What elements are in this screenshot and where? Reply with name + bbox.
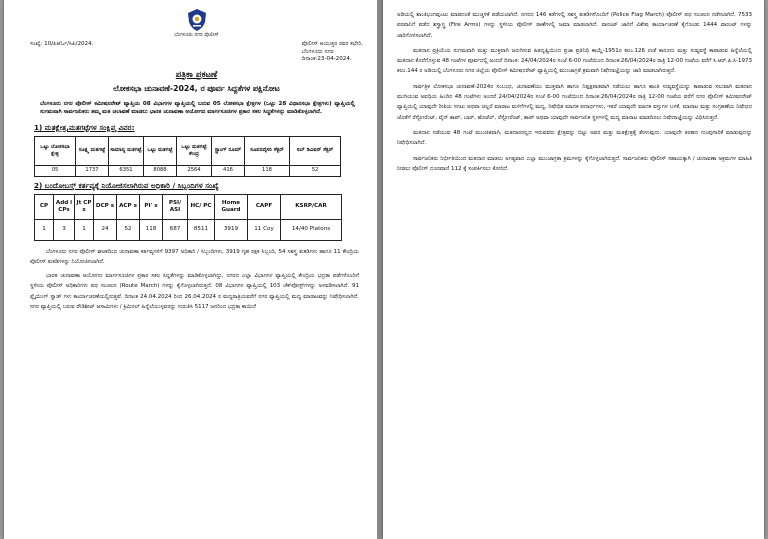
- table-header-cell: CP: [35, 194, 54, 219]
- table-cell: 2564: [177, 165, 212, 176]
- body-paragraph: ಅಡಿಯಲ್ಲಿ ಶಾಂತಿಭಂಗವುಂಟು ಮಾಡದಂತೆ ಮುಚ್ಚಳಿಕೆ ಪಡೆಯಲಾಗಿದೆ. ನಗರದ 146 ಕಡೆಗಳಲ್ಲಿ ಸಶಸ್ತ್ರ ತುಕಡಿಗಳೊಂದಿಗೆ (Police Flag March) ಪೊಲೀಸ್ ಪಥ ಸಂಚಲನ ನಡೆಸಲಾಗಿದೆ. 7533 ಪರವಾನಿಗೆ ಪಡೆದ ಶಸ್ತ್ರಾಸ್ತ್ರ (Fire Arms) ಗಳನ್ನು ಸ್ಥಳೀಯ ಪೊಲೀಸ್ ಠಾಣೆಗಳಲ್ಲಿ ಜಮಾ ಮಾಡಲಾಗಿದೆ. ವಾರಂಟ್ ಜಾರಿಗೆ ವಿಶೇಷ ಕಾರ್ಯಾಚರಣೆ ಕೈಗೊಂಡು 1444 ವಾರಂಟ್ ಗಳನ್ನು ಜಾರಿಗೊಳಿಸಲಾಗಿದೆ.: [397, 12, 752, 39]
- table-cell: 1737: [76, 165, 109, 176]
- table-header-cell: PSI/ ASI: [163, 194, 188, 219]
- issuer-block: [302, 41, 363, 64]
- table-cell: 8511: [188, 219, 215, 240]
- table-cell: 24: [94, 219, 117, 240]
- table-cell: 8088: [144, 165, 177, 176]
- body-paragraph: ಬೆಂಗಳೂರು ನಗರ ಪೊಲೀಸ್ ಘಟಕದಿಂದ ಚುನಾವಣಾ ಕರ್ತವ್ಯಗಳಿಗೆ 9397 ಅಧಿಕಾರಿ / ಸಿಬ್ಬಂದಿಗಳು, 3919 ಗೃಹ ರಕ್ಷಕ ಸಿಬ್ಬಂದಿ, 54 ಸಶಸ್ತ್ರ ತುಕಡಿಗಳು ಹಾಗೂ 11 ಕೇಂದ್ರಿಯ ಪೊಲೀಸ್ ತುಕಡಿಗಳನ್ನು ನಿಯೋಜಿಸಲಾಗಿದೆ.: [30, 248, 359, 265]
- table-cell: 118: [140, 219, 163, 240]
- letter-date: ದಿನಾಂಕ:23-04-2024.: [301, 56, 352, 62]
- page-title: ಪತ್ರಿಕಾ ಪ್ರಕಟಣೆ: [175, 69, 218, 80]
- table-header-cell: ಒಟ್ಟು ಮತಗಟ್ಟೆ ಕೇಂದ್ರ: [177, 136, 212, 165]
- table-cell: 3919: [215, 219, 248, 240]
- table-cell: 6351: [109, 165, 144, 176]
- page-subtitle: ಲೋಕಸಭಾ ಚುನಾವಣೆ-2024, ರ ಪೂರ್ವ ಸಿದ್ದತೆಗಳ ಪಕ್ಷಿನೋಟ: [113, 83, 280, 93]
- table-cell: 11 Coy: [248, 219, 281, 240]
- table-header-cell: PI' s: [140, 194, 163, 219]
- table-cell: 1: [35, 219, 54, 240]
- reference-number: ಸಂಖ್ಯೆ: 10/ಪಿಆರ್ಓ/ಸಿಪಿ/2024.: [30, 41, 94, 47]
- table-row: [35, 165, 341, 176]
- table-header-cell: ಸೂಪರವೈಸರಿ ಸೆಕ್ಟರ್: [245, 136, 290, 165]
- issuer-line-1: ಪೊಲೀಸ್ ಆಯುಕ್ತರ ರವರ ಕಛೇರಿ,: [301, 41, 363, 47]
- table-cell: 687: [163, 219, 188, 240]
- table-header-cell: Jt CP s: [75, 194, 94, 219]
- table-cell: 52: [290, 165, 341, 176]
- table-header-row: [35, 194, 342, 219]
- issuer-line-2: ಬೆಂಗಳೂರು ನಗರ: [301, 48, 334, 55]
- table-header-cell: ಸ್ಟ್ರಾಂಗ್ ರೂಮ್: [212, 136, 245, 165]
- table-row: [35, 219, 342, 240]
- section-1-heading: 1) ಮತಕ್ಷೇತ್ರ,ಮತಗಟ್ಟೆಗಳ ಸಂಕ್ಷಿಪ್ತ ವಿವರ:: [34, 122, 135, 132]
- document-page-right: [383, 0, 764, 539]
- table-header-cell: ಸೂಕ್ಷ್ಮ ಮತಗಟ್ಟೆ: [76, 136, 109, 165]
- body-paragraph: ಭಾರತ ಚುನಾವಣಾ ಆಯೋಗದ ಮಾರ್ಗಸೂಚಿಗಳ ಪ್ರಕಾರ ಸಕಲ ಸಿದ್ದತೆಗಳನ್ನು ಮಾಡಿಕೊಳ್ಳಲಾಗಿದ್ದು, ನಗರದ ಎಲ್ಲಾ ವಿಭಾಗಗಳ ವ್ಯಾಪ್ತಿಯಲ್ಲಿ ಕೇಂದ್ರಿಯ ಭದ್ರತಾ ಪಡೆಗಳೊಂದಿಗೆ ಸ್ಥಳೀಯ ಪೊಲೀಸ್ ಅಧಿಕಾರಿಗಳು ಪಥ ಸಂಚಲನ (Route March) ಗಳನ್ನು ಕೈಗೊಳ್ಳಲಾಗಿರುತ್ತದೆ. 08 ವಿಭಾಗಗಳ ವ್ಯಾಪ್ತಿಯಲ್ಲಿ 103 ಚೆಕ್‌ಪೋಸ್ಟ್‌ಗಳನ್ನು ಅಳವಡಿಸಲಾಗಿದೆ. 91 ಫ್ಲೈಯಿಂಗ್ ಸ್ವಾಡ್ ಗಳು ಕಾರ್ಯಾಚರಣೆಯಲ್ಲಿರುತ್ತವೆ. ದಿನಾಂಕ 24.04.2024 ರಿಂದ 26.04.2024 ರ ಮಧ್ಯರಾತ್ರಿಯವರೆಗೆ ನಗರ ವ್ಯಾಪ್ತಿಯಲ್ಲಿ ಮದ್ಯ ಮಾರಾಟವನ್ನು ನಿಷೇಧಿಸಲಾಗಿದೆ. ನಗರ ವ್ಯಾಪ್ತಿಯಲ್ಲಿ ಬರುವ ರೌಡಿಶೀಟ್ ಆಸಾಮಿಗಳು / ಕ್ರಿಮಿನಲ್ ಹಿನ್ನೆಲೆಯುಳ್ಳವರನ್ನು ಗುರುತಿಸಿ 5117 ಜನರಿಂದ ಭದ್ರತಾ ಕಾಯಿದೆ: [30, 273, 359, 310]
- body-paragraph: ಸಾರ್ವಜನಿಕರು ನಿರ್ಭೀತಿಯಿಂದ ಮತದಾನ ಮಾಡಲು ಅಗತ್ಯವಾದ ಎಲ್ಲಾ ಮುಂಜಾಗ್ರತಾ ಕ್ರಮಗಳನ್ನು ಕೈಗೊಳ್ಳಲಾಗಿರುತ್ತದೆ. ಸಾರ್ವಜನಿಕರು ಪೊಲೀಸ್ ಸಹಾಯಕ್ಕಾಗಿ / ಚುನಾವಣಾ ಅಕ್ರಮಗಳ ಮಾಹಿತಿ ನೀಡಲು ಪೊಲೀಸ್ ದೂರವಾಣಿ 112 ಕ್ಕೆ ಸಂಪರ್ಕಿಸಲು ಕೋರಿದೆ.: [397, 155, 752, 172]
- table-header-cell: CAPF: [248, 194, 281, 219]
- document-page-left: [4, 0, 377, 539]
- deployment-table: [34, 194, 342, 241]
- table-header-cell: Add l CPs: [54, 194, 75, 219]
- table-cell: 05: [35, 165, 76, 176]
- office-name: ಬೆಂಗಳೂರು ನಗರ ಪೊಲೀಸ್: [174, 32, 219, 38]
- table-cell: 1: [75, 219, 94, 240]
- constituency-summary-table: [34, 136, 341, 177]
- body-paragraph: ಸಾರ್ವತ್ರಿಕ ಲೋಕಸಭಾ ಚುನಾವಣೆ-2024ರ ಸಂಬಂಧ, ಚುನಾವಣೆಯು ಮುಕ್ತವಾಗಿ ಹಾಗೂ ನಿಷ್ಪಕ್ಷಪಾತವಾಗಿ ನಡೆಯಲು ಹಾಗೂ ಶಾಂತಿ ಸುವ್ಯವಸ್ಥೆಯನ್ನು ಕಾಪಾಡುವ ಸಲುವಾಗಿ ಮತದಾನ ಮುಗಿಯುವ ಅವಧಿಯ ಹಿಂದಿನ 48 ಗಂಟೆಗಳು ಅಂದರೆ 24/04/2024ರ ಸಂಜೆ 6-00 ಗಂಟೆಯಿಂದ ದಿನಾಂಕ:26/04/2024ರ ರಾತ್ರಿ 12-00 ಗಂಟೆಯ ವರೆಗೆ ನಗರ ಪೊಲೀಸ್ ಕಮೀಷನರೇಟ್ ವ್ಯಾಪ್ತಿಯಲ್ಲಿ ಯಾವುದೇ ರೀತಿಯ ಸಗಟು ಅಥವಾ ಚಿಲ್ಲರೆ ಮಾರಾಟ ಮಳಿಗೆಗಳಲ್ಲಿ ಮದ್ಯ, ನಿಷೇಧಿತ ಮಾದಕ ಪದಾರ್ಥಗಳು, ಇತರೆ ಯಾವುದೇ ಮಾದಕ ವಸ್ತುಗಳ ಬಳಕೆ, ಮಾರಾಟ ಮತ್ತು ಸಂಗ್ರಹಣೆಯ ನಿಷೇಧದ ಜೊತೆಗೆ ರೆಸ್ಟೋರೆಂಟ್, ವೈನ್ ಶಾಪ್, ಬಾರ್, ಹೊಟೆಲ್, ರೆಸ್ಟೋರೆಂಟ್, ಶಾಪ್ ಅಥವಾ ಯಾವುದೇ ಸಾರ್ವಜನಿಕ ಸ್ಥಳಗಳಲ್ಲಿ ಮದ್ಯ ಮಾರಾಟ ಮಾಡದಿರಲು ನಿಷೇದಾಜ್ಞೆಯನ್ನು ವಿಧಿಸಿರುತ್ತದೆ.: [397, 83, 752, 121]
- table-cell: 118: [245, 165, 290, 176]
- table-header-cell: ACP s: [117, 194, 140, 219]
- section-2-heading: 2) ಬಂದೋಬಸ್ತ್ ಕರ್ತವ್ಯಕ್ಕೆ ನಿಯೋಜಿಸಲಾಗಿರುವ ಅಧಿಕಾರಿ / ಸಿಬ್ಬಂದಿಗಳ ಸಂಖ್ಯೆ: [34, 180, 219, 190]
- intro-paragraph: ಬೆಂಗಳೂರು ನಗರ ಪೊಲೀಸ್ ಕಮೀಷನರೇಟ್ ವ್ಯಾಪ್ತಿಯ 08 ವಿಭಾಗಗಳ ವ್ಯಾಪ್ತಿಯಲ್ಲಿ ಬರುವ 05 ಲೋಕಸಭಾ ಕ್ಷೇತ್ರಗಳ (ಒಟ್ಟು 28 ವಿಧಾನಸಭಾ ಕ್ಷೇತ್ರಗಳು) ವ್ಯಾಪ್ತಿಯಲ್ಲಿ ಸುಗಮವಾಗಿ ಸಾರ್ವಜನಿಕರು ತಮ್ಮ ಮತ ಚಲಾವಣೆ ಮಾಡಲು ಭಾರತ ಚುನಾವಣಾ ಆಯೋಗದ ಮಾರ್ಗಸೂಚಿಗಳ ಪ್ರಕಾರ ಸಕಲ ಸಿದ್ಧತೆಗಳನ್ನು ಮಾಡಿಕೊಳ್ಳಲಾಗಿದೆ.: [40, 100, 355, 116]
- body-paragraph: ಮತದಾನ ನಡೆಯುವ 48 ಗಂಟೆ ಮುಂಚಿತವಾಗಿ, ಮತದಾರರಲ್ಲದ ಇರುವವರು ಕ್ಷೇತ್ರವನ್ನು ಬಿಟ್ಟು ಅವರ ಮತ್ತು ಮತಕ್ಷೇತ್ರಕ್ಕೆ ತೆರಳುವುದು. ಯಾವುದೇ ತರಹದ ಗುಂಪುಗಾರಿಕೆ ಮಾಡುವುದನ್ನು ನಿಷೇಧಿಸಲಾಗಿದೆ.: [397, 129, 752, 147]
- table-cell: 416: [212, 165, 245, 176]
- table-header-cell: DCP s: [94, 194, 117, 219]
- table-header-cell: ಒಟ್ಟು ಲೋಕಸಭಾ ಕ್ಷೇತ್ರ: [35, 136, 76, 165]
- body-paragraph: ಮತದಾನ ಪ್ರಕ್ರಿಯೆಯ ಸುಗಮವಾಗಿ ಮತ್ತು ಮುಕ್ತವಾಗಿ ಜರುಗಿಸುವ ಹಿತದೃಷ್ಟಿಯಿಂದ ಪ್ರಜಾ ಪ್ರತಿನಿಧಿ ಕಾಯ್ದೆ-1951ರ ಕಲಂ.126 ರಂತೆ ಕಾನೂನು ಮತ್ತು ಸುವ್ಯವಸ್ಥೆ ಕಾಪಾಡುವ ಹಿನ್ನೆಲೆಯಲ್ಲಿ ಮತದಾನ ಕೊನೆಗೊಳ್ಳುವ 48 ಗಂಟೆಗಳ ಪೂರ್ವದಲ್ಲಿ ಅಂದರೆ ದಿನಾಂಕ: 24/04/2024ರ ಸಂಜೆ 6-00 ಗಂಟೆಯಿಂದ ದಿನಾಂಕ:26/04/2024ರ ರಾತ್ರಿ 12-00 ಗಂಟೆಯ ವರೆಗೆ ಸಿ.ಆರ್.ಪಿ.ಸಿ-1973 ಕಲಂ.144 ರ ಅಡಿಯಲ್ಲಿ ಬೆಂಗಳೂರು ನಗರ ಜಿಲ್ಲೆಯ ಪೊಲೀಸ್ ಕಮೀಷನರೇಟ್ ವ್ಯಾಪ್ತಿಯಲ್ಲಿ ಮುಂಜಾಗ್ರತೆ ಕ್ರಮವಾಗಿ ನಿಷೇದಾಜ್ಞೆಯನ್ನು ಜಾರಿ ಮಾಡಲಾಗಿರುತ್ತದೆ.: [397, 47, 752, 75]
- table-cell: 3: [54, 219, 75, 240]
- table-header-cell: ಸಬ್ ಡಿವಿಷನ್ ಸೆಕ್ಟರ್: [290, 136, 341, 165]
- letter-meta: [30, 41, 363, 64]
- table-header-cell: ಸಾಮಾನ್ಯ ಮತಗಟ್ಟೆ: [109, 136, 144, 165]
- police-emblem-icon: [185, 8, 209, 32]
- table-header-cell: Home Guard: [215, 194, 248, 219]
- table-header-cell: HC/ PC: [188, 194, 215, 219]
- table-cell: 52: [117, 219, 140, 240]
- table-cell: 14/40 Platons: [281, 219, 342, 240]
- table-header-cell: KSRP/CAR: [281, 194, 342, 219]
- table-header-cell: ಒಟ್ಟು ಮತಗಟ್ಟೆ: [144, 136, 177, 165]
- table-header-row: [35, 136, 341, 165]
